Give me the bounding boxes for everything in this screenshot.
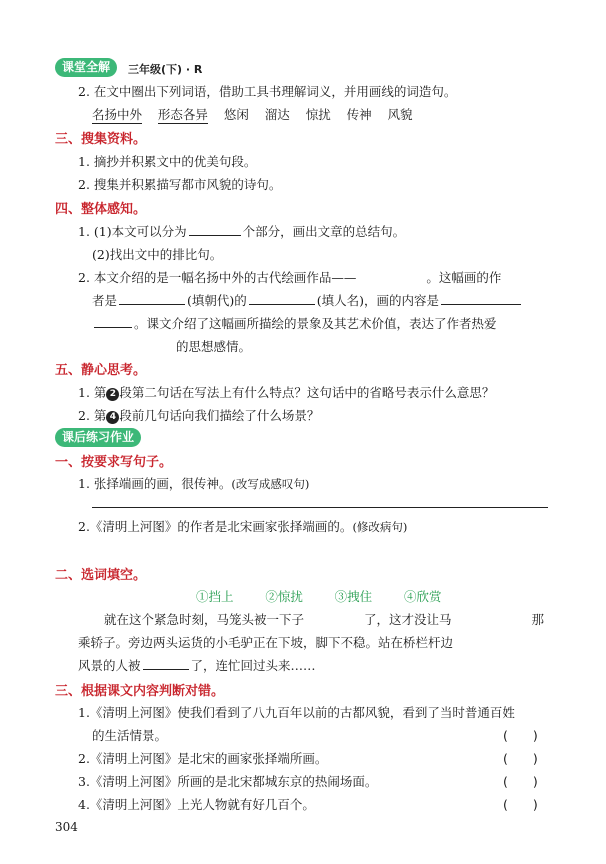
answer-blank[interactable] (119, 292, 185, 305)
sec5-q1: 1. 第 2 段第二句话在写法上有什么特点？这句话中的省略号表示什么意思？ (78, 385, 495, 400)
option-item: ④欣赏 (403, 589, 442, 604)
page-number: 304 (55, 820, 78, 834)
answer-blank[interactable] (94, 315, 132, 328)
answer-paren[interactable]: ( ) (503, 774, 538, 789)
hw2-line2: 乘轿子。旁边两头运货的小毛驴正在下坡，脚下不稳。站在桥栏杆边 (78, 635, 454, 650)
answer-line[interactable] (92, 507, 548, 508)
section-title: 三、搜集资料。 (55, 132, 147, 147)
answer-paren[interactable]: ( ) (503, 797, 538, 812)
sec4-q1a: 1. (1)本文可以分为 个部分，画出文章的总结句。 (78, 224, 406, 239)
grade-label: 三年级(下) · R (128, 63, 203, 76)
sec4-q2-line3: 。课文介绍了这幅画所描绘的景象及其艺术价值，表达了作者热爱 (92, 314, 497, 332)
section-title: 三、根据课文内容判断对错。 (55, 684, 225, 699)
word-item: 惊扰 (305, 107, 331, 122)
word-item: 形态各异 (157, 107, 208, 122)
sec4-q2-line2: 者是 (填朝代)的 (填人名)，画的内容是 (92, 291, 523, 309)
sec5-q2: 2. 第 4 段前几句话向我们描绘了什么场景？ (78, 408, 320, 423)
answer-blank[interactable] (441, 292, 521, 305)
q2-instruction: 2. 在文中圈出下列词语，借助工具书理解词义，并用画线的词造句。 (78, 84, 457, 99)
section-title: 四、整体感知。 (55, 202, 147, 217)
section-title: 二、选词填空。 (55, 568, 147, 583)
answer-paren[interactable]: ( ) (503, 728, 538, 743)
section-title: 五、静心思考。 (55, 363, 147, 378)
hw3-q1-cont: 的生活情景。 (92, 728, 168, 743)
lesson-badge: 课堂全解 (55, 58, 117, 77)
option-item: ②惊扰 (265, 589, 303, 604)
paragraph-number-badge: 4 (106, 411, 119, 424)
word-item: 传神 (346, 107, 372, 122)
word-item: 悠闲 (223, 107, 249, 122)
sec4-q2-line1: 2. 本文介绍的是一幅名扬中外的古代绘画作品—— 。这幅画的作 (78, 270, 502, 285)
answer-blank[interactable] (189, 223, 241, 236)
hw1-q2: 2.《清明上河图》的作者是北宋画家张择端画的。(修改病句) (78, 519, 408, 534)
hw3-q3: 3.《清明上河图》所画的是北宋都城东京的热闹场面。 (78, 774, 378, 789)
answer-paren[interactable]: ( ) (503, 751, 538, 766)
sec3-item-1: 1. 摘抄并积累文中的优美句段。 (78, 154, 257, 169)
hw3-q4: 4.《清明上河图》上光人物就有好几百个。 (78, 797, 315, 812)
hw3-q1: 1.《清明上河图》使我们看到了八九百年以前的古都风貌，看到了当时普通百姓 (78, 705, 515, 720)
sec3-item-2: 2. 搜集并积累描写都市风貌的诗句。 (78, 177, 282, 192)
hw3-q2: 2.《清明上河图》是北宋的画家张择端所画。 (78, 751, 328, 766)
word-item: 溜达 (264, 107, 290, 122)
sec4-q1b: (2)找出文中的排比句。 (92, 247, 223, 262)
hw2-line3: 风景的人被 了，连忙回过头来…… (78, 658, 316, 673)
answer-blank[interactable] (143, 657, 189, 670)
word-item: 风貌 (387, 107, 413, 122)
word-list (92, 105, 413, 123)
paragraph-number-badge: 2 (106, 388, 119, 401)
word-item: 名扬中外 (92, 107, 143, 122)
hw1-q1: 1. 张择端画的画，很传神。(改写成感叹句) (78, 476, 310, 491)
sec4-q2-line4: 的思想感情。 (176, 339, 252, 354)
hw2-line1: 就在这个紧急时刻，马笼头被一下子 了，这才没让马 那 (104, 612, 545, 627)
homework-badge: 课后练习作业 (55, 428, 141, 447)
section-title: 一、按要求写句子。 (55, 455, 173, 470)
option-item: ①挡上 (196, 589, 234, 604)
answer-blank[interactable] (249, 292, 315, 305)
option-item: ③拽住 (334, 589, 373, 604)
word-options (196, 587, 441, 605)
